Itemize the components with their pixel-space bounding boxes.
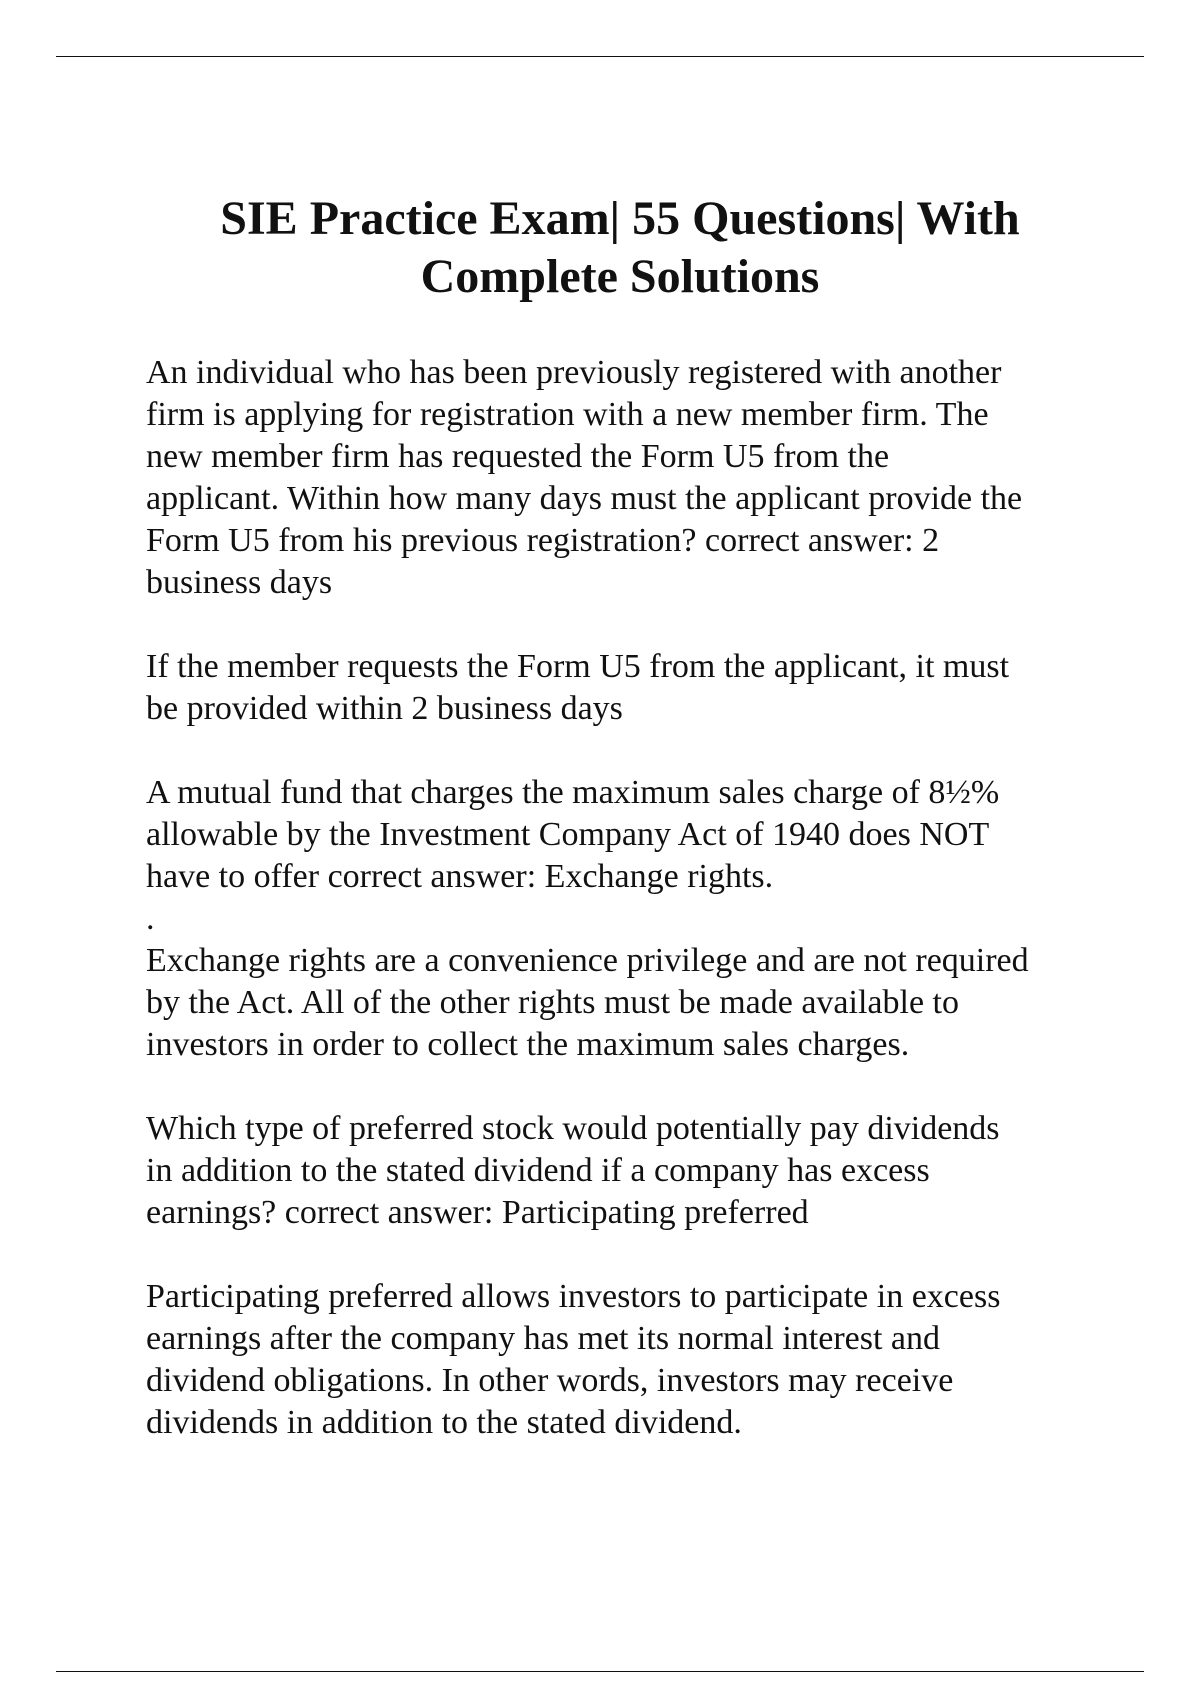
paragraph-gap (146, 1234, 1106, 1276)
question-2: A mutual fund that charges the maximum sales charge of 8½% allowable by the Investment Company Act of 1940 does NOT have to offer correct answer: Exchange rights. (146, 774, 1000, 895)
document-title-line-1: SIE Practice Exam| 55 Questions| With (220, 192, 1020, 245)
explanation-3: Participating preferred allows investors to participate in excess earnings after the company has met its normal interest and dividend obligations. In other words, investors may receive dividends in addition to the stated dividend. (146, 1278, 1001, 1441)
top-rule (56, 56, 1144, 57)
separator-dot: . (146, 900, 155, 937)
explanation-2: Exchange rights are a convenience privilege and are not required by the Act. All of the other rights must be made available to investors in order to collect the maximum sales charges. (146, 942, 1029, 1063)
paragraph-gap (146, 1066, 1106, 1108)
paragraph-gap (146, 730, 1106, 772)
paragraph-gap (146, 604, 1106, 646)
document-title (140, 190, 1100, 306)
question-1: An individual who has been previously registered with another firm is applying for registration with a new member firm. The new member firm has requested the Form U5 from the applicant. Within how many days must the applicant provide the Form U5 from his previous registration? correct answer: 2 business days (146, 354, 1023, 601)
document-body (146, 352, 1106, 1444)
bottom-rule (56, 1671, 1144, 1672)
explanation-1: If the member requests the Form U5 from the applicant, it must be provided within 2 business days (146, 648, 1010, 727)
document-title-line-2: Complete Solutions (420, 250, 820, 303)
question-3: Which type of preferred stock would potentially pay dividends in addition to the stated dividend if a company has excess earnings? correct answer: Participating preferred (146, 1110, 1000, 1231)
